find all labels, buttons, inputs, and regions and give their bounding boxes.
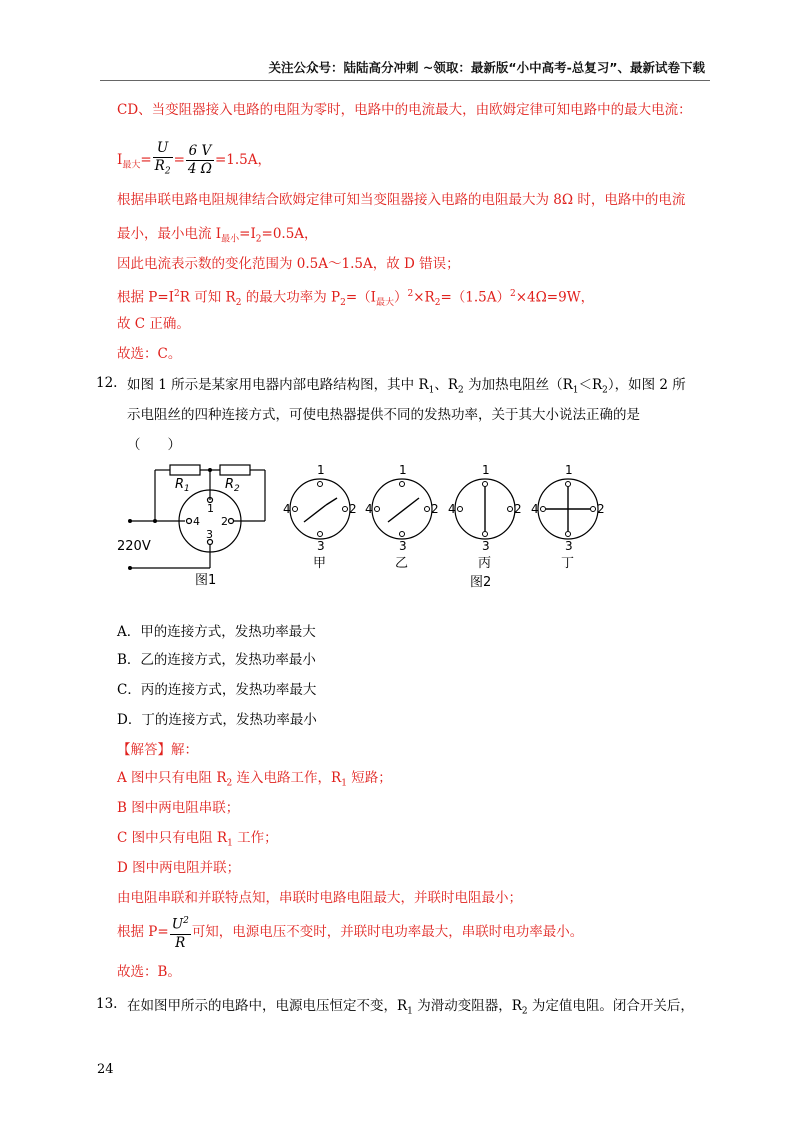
q13-stem-b: 为滑动变阻器，R bbox=[412, 998, 522, 1014]
q12-stem-2: 示电阻丝的四种连接方式，可使电热器提供不同的发热功率，关于其大小说法正确的是 bbox=[127, 407, 640, 423]
header-divider bbox=[100, 80, 710, 81]
q12-answer: 故选：B。 bbox=[117, 964, 181, 980]
power-g: =（1.5A） bbox=[440, 289, 510, 306]
q12-stem-1 bbox=[127, 375, 686, 401]
imax-sub: 最大 bbox=[122, 160, 141, 171]
label-r1: $R_1$ bbox=[175, 477, 190, 494]
series2-b: =I bbox=[239, 226, 256, 242]
cd-line: CD、当变阻器接入电路的电阻为零时，电路中的电流最大，由欧姆定律可知电路中的最大电流： bbox=[117, 102, 692, 118]
page-header: 关注公众号：陆陆高分冲刺 ~领取：最新版“小中高考-总复习”、最新试卷下载 bbox=[268, 60, 705, 75]
series2-sub2: 2 bbox=[255, 234, 262, 245]
imax-formula bbox=[117, 140, 271, 185]
supply-terminal-bottom bbox=[128, 566, 132, 570]
label-t4: 4 bbox=[193, 515, 200, 528]
power-h: ×4Ω=9W， bbox=[515, 289, 595, 306]
option-b: B．乙的连接方式，发热功率最小 bbox=[117, 652, 316, 668]
dial-jia-2: 2 bbox=[349, 502, 357, 516]
dial-ding bbox=[531, 463, 605, 571]
den-r: R bbox=[154, 158, 165, 174]
q12-paren: （ ） bbox=[127, 437, 181, 453]
q12-stem1-sub1: 1 bbox=[428, 385, 435, 396]
figure-1-caption: 图1 bbox=[195, 573, 217, 588]
sol-a-c: 短路； bbox=[346, 770, 392, 786]
resistor-r2 bbox=[220, 465, 250, 475]
solution-tag: 【解答】解： bbox=[117, 742, 198, 758]
den-r-sub: 2 bbox=[164, 166, 171, 177]
frac-u: U bbox=[171, 916, 184, 933]
dial-bing-3: 3 bbox=[482, 539, 490, 553]
q12-stem1-a: 如图 1 所示是某家用电器内部电路结构图，其中 R bbox=[127, 377, 429, 393]
dial-ding-label: 丁 bbox=[561, 556, 575, 571]
dial-yi-1: 1 bbox=[399, 463, 407, 477]
solution-d: D 图中两电阻并联； bbox=[117, 860, 241, 876]
q13-stem-a: 在如图甲所示的电路中，电源电压恒定不变，R bbox=[127, 998, 408, 1014]
supply-terminal-top bbox=[128, 519, 132, 523]
sol-a-a: A 图中只有电阻 R bbox=[117, 770, 227, 786]
power-f: ×R bbox=[413, 289, 435, 306]
solution-a bbox=[117, 768, 392, 794]
power-d: =（I bbox=[345, 289, 376, 306]
dial-bing-label: 丙 bbox=[478, 556, 492, 571]
q12-stem1-b: 、R bbox=[434, 377, 459, 393]
sol-c-sub: 1 bbox=[227, 838, 233, 849]
option-d: D．丁的连接方式，发热功率最小 bbox=[117, 712, 317, 728]
power-a: 根据 P=I bbox=[117, 289, 175, 306]
c-correct-line: 故 C 正确。 bbox=[117, 316, 190, 332]
sol-formula-b: 可知，电源电压不变时，并联时电功率最大，串联时电功率最小。 bbox=[191, 924, 584, 940]
dial-ding-3: 3 bbox=[565, 539, 573, 553]
fraction-num: U bbox=[153, 140, 173, 158]
label-voltage: 220V bbox=[117, 539, 151, 554]
dial-yi bbox=[365, 463, 439, 571]
q12-number: 12. bbox=[96, 375, 118, 391]
label-t1: 1 bbox=[207, 502, 214, 515]
dial-jia-3: 3 bbox=[317, 539, 325, 553]
label-t3: 3 bbox=[206, 528, 213, 541]
q12-stem1-sub2: 2 bbox=[458, 385, 464, 396]
dial-ding-4: 4 bbox=[531, 502, 539, 516]
power-sub3: 最大 bbox=[375, 298, 394, 309]
dial-jia bbox=[283, 463, 357, 571]
power-c: 的最大功率为 P bbox=[241, 289, 341, 306]
dial-jia-label: 甲 bbox=[313, 556, 327, 571]
q12-stem1-e: ），如图 2 所 bbox=[607, 377, 686, 393]
figure-2-dials bbox=[280, 462, 620, 592]
fraction-u-over-r2 bbox=[153, 140, 173, 181]
power-sub2: 2 bbox=[340, 298, 346, 309]
frac-u2 bbox=[170, 913, 191, 935]
imax-result: =1.5A， bbox=[214, 151, 271, 168]
q13-stem bbox=[127, 996, 694, 1022]
power-sup1: 2 bbox=[174, 289, 180, 299]
dial-bing-4: 4 bbox=[448, 502, 456, 516]
dial-yi-4: 4 bbox=[365, 502, 373, 516]
sol-formula-a: 根据 P= bbox=[117, 924, 169, 940]
imax-eq2: = bbox=[173, 151, 185, 168]
power-sub1: 2 bbox=[235, 298, 242, 309]
solution-conclusion: 由电阻串联和并联特点知，串联时电路电阻最大，并联时电阻最小； bbox=[117, 890, 522, 906]
q12-stem1-sub4: 2 bbox=[602, 385, 608, 396]
power-b: R 可知 R bbox=[179, 289, 236, 306]
range-line: 因此电流表示数的变化范围为 0.5A～1.5A，故 D 错误； bbox=[117, 256, 460, 272]
imax-eq1: = bbox=[140, 151, 152, 168]
power-sub4: 2 bbox=[434, 298, 441, 309]
q13-stem-sub2: 2 bbox=[521, 1006, 528, 1017]
terminal-2 bbox=[229, 519, 234, 524]
page-number: 24 bbox=[97, 1062, 114, 1077]
junction-dot-top bbox=[208, 468, 212, 472]
sol-a-sub2: 1 bbox=[341, 778, 347, 789]
dial-jia-1: 1 bbox=[317, 463, 325, 477]
solution-c bbox=[117, 828, 278, 854]
fraction-u2-over-r bbox=[170, 913, 191, 952]
q13-stem-sub1: 1 bbox=[407, 1006, 413, 1017]
q12-stem1-sub3: 1 bbox=[572, 385, 579, 396]
dial-yi-label: 乙 bbox=[395, 556, 409, 571]
dial-yi-3: 3 bbox=[399, 539, 407, 553]
label-r2: $R_2$ bbox=[225, 477, 240, 494]
fraction-den-4ohm: 4 Ω bbox=[187, 160, 212, 177]
sol-a-sub1: 2 bbox=[226, 778, 233, 789]
junction-dot bbox=[153, 519, 157, 523]
frac-u-sup: 2 bbox=[183, 916, 189, 927]
q13-number: 13. bbox=[96, 996, 118, 1012]
terminal-4 bbox=[187, 519, 192, 524]
label-t2: 2 bbox=[221, 515, 228, 528]
series-line-2 bbox=[117, 224, 318, 250]
sol-a-b: 连入电路工作，R bbox=[232, 770, 342, 786]
figure-1-circuit bbox=[115, 458, 275, 588]
solution-b: B 图中两电阻串联； bbox=[117, 800, 240, 816]
sol-c-a: C 图中只有电阻 R bbox=[117, 830, 228, 846]
frac-r: R bbox=[175, 934, 186, 951]
option-c: C．丙的连接方式，发热功率最大 bbox=[117, 682, 317, 698]
series-line-1: 根据串联电路电阻规律结合欧姆定律可知当变阻器接入电路的电阻最大为 8Ω 时，电路中的电流 bbox=[117, 192, 686, 208]
prev-answer: 故选：C。 bbox=[117, 346, 182, 362]
imax-label: I bbox=[117, 151, 123, 168]
option-a: A．甲的连接方式，发热功率最大 bbox=[117, 624, 316, 640]
fraction-num-6v: 6 V bbox=[186, 143, 214, 161]
fraction-den bbox=[153, 158, 173, 181]
q13-stem-c: 为定值电阻。闭合开关后， bbox=[527, 998, 694, 1014]
dial-jia-4: 4 bbox=[283, 502, 291, 516]
power-sup2: 2 bbox=[407, 289, 414, 299]
fraction-6v-over-4ohm bbox=[186, 143, 214, 178]
power-sup3: 2 bbox=[509, 289, 516, 299]
q12-stem1-d: ＜R bbox=[578, 377, 603, 393]
dial-ding-2: 2 bbox=[597, 502, 605, 516]
dial-bing-1: 1 bbox=[482, 463, 490, 477]
solution-formula bbox=[117, 912, 583, 952]
dial-bing bbox=[448, 463, 522, 571]
dial-yi-2: 2 bbox=[431, 502, 439, 516]
sol-c-b: 工作； bbox=[232, 830, 278, 846]
series2-c: =0.5A， bbox=[261, 226, 318, 242]
series2-a: 最小，最小电流 I bbox=[117, 226, 222, 242]
power-line bbox=[117, 284, 594, 313]
dial-bing-2: 2 bbox=[514, 502, 522, 516]
resistor-r1 bbox=[170, 465, 200, 475]
dial-ding-1: 1 bbox=[565, 463, 573, 477]
q12-stem1-c: 为加热电阻丝（R bbox=[463, 377, 573, 393]
series2-sub1: 最小 bbox=[221, 234, 240, 245]
power-e: ） bbox=[394, 289, 408, 306]
figure-2-caption: 图2 bbox=[470, 575, 492, 590]
